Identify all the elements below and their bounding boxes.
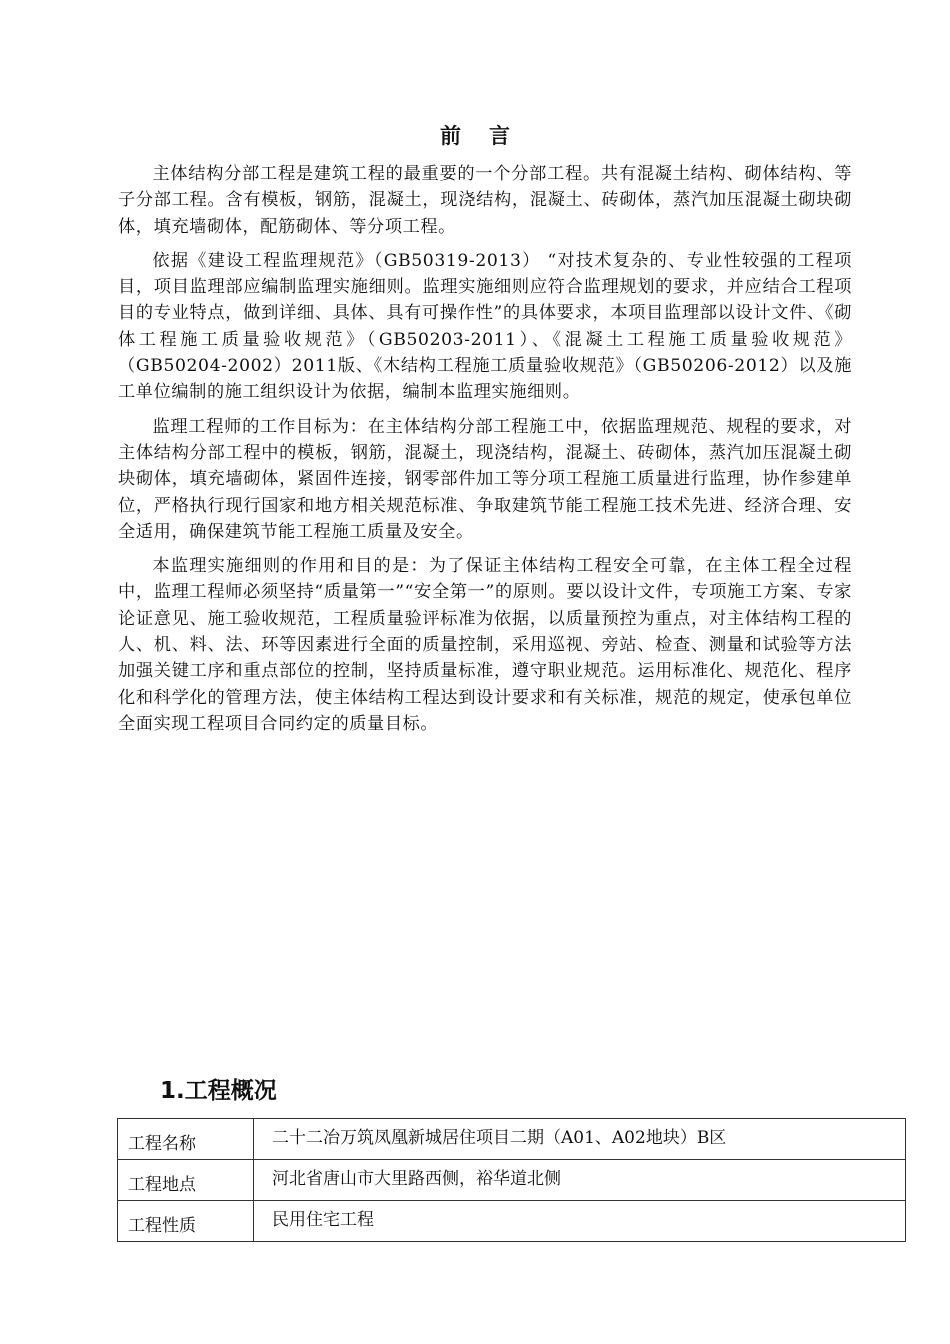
- project-name-label: 工程名称: [118, 1119, 254, 1160]
- table-row: [118, 1160, 906, 1201]
- preface-paragraph-4: 本监理实施细则的作用和目的是：为了保证主体结构工程安全可靠，在主体工程全过程中，监理工程师必须坚持“质量第一”“安全第一”的原则。要以设计文件，专项施工方案、专家论证意见、施工验收规范，工程质量验评标准为依据，以质量预控为重点，对主体结构工程的人、机、料、法、环等因素进行全面的质量控制，采用巡视、旁站、检查、测量和试验等方法加强关键工序和重点部位的控制，坚持质量标准，遵守职业规范。运用标准化、规范化、程序化和科学化的管理方法，使主体结构工程达到设计要求和有关标准，规范的规定，使承包单位全面实现工程项目合同约定的质量目标。: [118, 556, 852, 734]
- preface-title: 前言: [440, 124, 538, 148]
- project-overview-table: [117, 1118, 906, 1242]
- table-row: [118, 1119, 906, 1160]
- project-location-value: 河北省唐山市大里路西侧，裕华道北侧: [254, 1160, 906, 1201]
- project-nature-label: 工程性质: [118, 1201, 254, 1242]
- preface-body: [118, 161, 852, 745]
- preface-paragraph-3: 监理工程师的工作目标为：在主体结构分部工程施工中，依据监理规范、规程的要求，对主体结构分部工程中的模板，钢筋，混凝土，现浇结构，混凝土、砖砌体，蒸汽加压混凝土砌块砌体，填充墙砌体，紧固件连接，钢零部件加工等分项工程施工质量进行监理，协作参建单位，严格执行现行国家和地方相关规范标准、争取建筑节能工程施工技术先进、经济合理、安全适用，确保建筑节能工程施工质量及安全。: [118, 416, 852, 542]
- project-name-value: 二十二冶万筑凤凰新城居住项目二期（A01、A02地块）B区: [254, 1119, 906, 1160]
- preface-paragraph-2: 依据《建设工程监理规范》（GB50319-2013） “对技术复杂的、专业性较强的工程项目，项目监理部应编制监理实施细则。监理实施细则应符合监理规划的要求，并应结合工程项目的专业特点，做到详细、具体、具有可操作性”的具体要求，本项目监理部以设计文件、《砌体工程施工质量验收规范》（GB50203-2011）、《混凝土工程施工质量验收规范》（GB50204-2002）2011版、《木结构工程施工质量验收规范》（GB50206-2012）以及施工单位编制的施工组织设计为依据，编制本监理实施细则。: [118, 250, 852, 403]
- project-location-label: 工程地点: [118, 1160, 254, 1201]
- section-heading-project-overview: 1.工程概况: [160, 1078, 277, 1104]
- project-nature-value: 民用住宅工程: [254, 1201, 906, 1242]
- table-row: [118, 1201, 906, 1242]
- preface-paragraph-1: 主体结构分部工程是建筑工程的最重要的一个分部工程。共有混凝土结构、砌体结构、等子分部工程。含有模板，钢筋，混凝土，现浇结构，混凝土、砖砌体，蒸汽加压混凝土砌块砌体，填充墙砌体，配筋砌体、等分项工程。: [118, 164, 852, 237]
